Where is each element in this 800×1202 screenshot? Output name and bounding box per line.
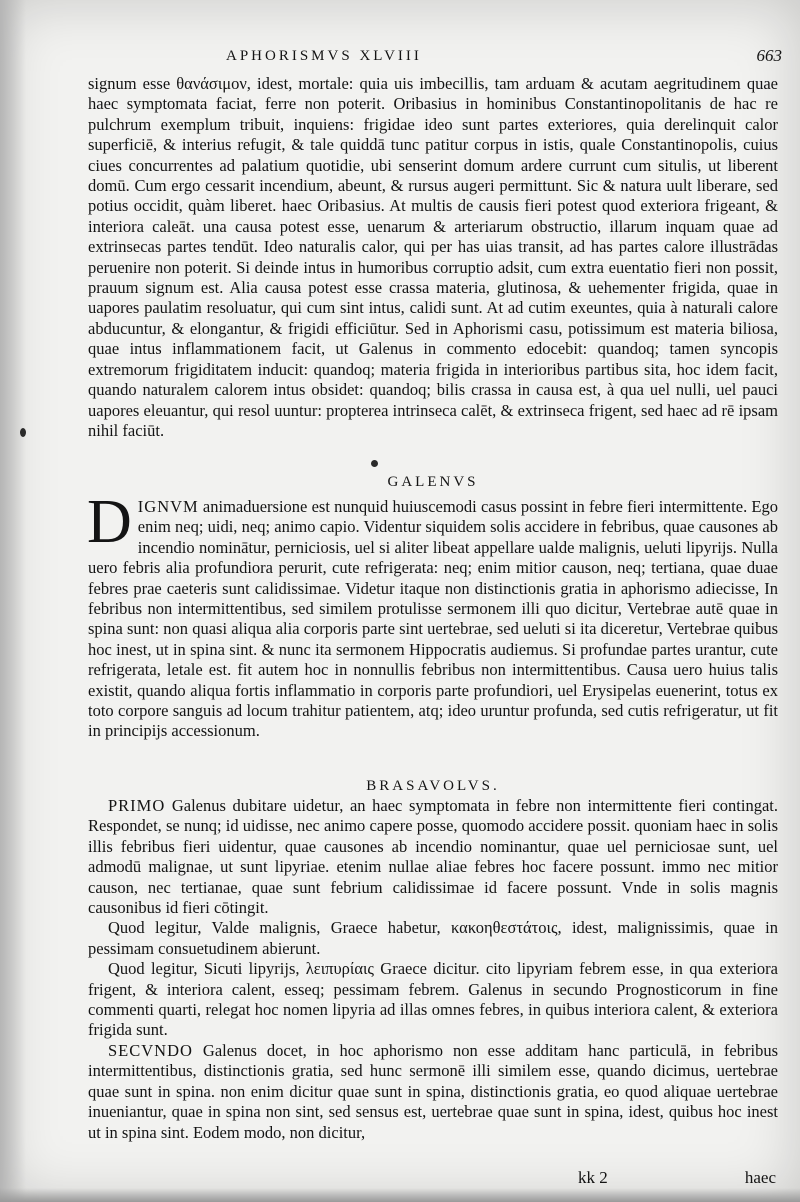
page-header <box>90 46 782 72</box>
brasavolus-paragraph <box>88 918 778 959</box>
section-heading-brasavolus: BRASAVOLVS. <box>366 778 500 794</box>
ink-spot <box>371 460 378 467</box>
ink-spot <box>20 428 26 437</box>
brasavolus-paragraph <box>88 959 778 1041</box>
paragraph-text: Galenus docet, in hoc aphorismo non esse additam hanc particulā, in febribus intermittentibus, distinctionis gratia, sed hunc sermonē illi similem esse, quando dicimus, uertebrae quae sunt in spina. non enim dicitur quae sunt in spina, distinctionis gratia, eo quod aliquae uertebrae inueniantur, quae in spina non sint, sed sensus est, uertebrae quae sunt in spina, idest, quibus hoc inest ut in spina sint. Eodem modo, non dicitur, <box>88 1040 778 1142</box>
lead-word: PRIMO <box>108 796 166 815</box>
paragraph-text: Galenus dubitare uidetur, an haec symptomata in febre non intermittente fieri contingat. Respondet, se nunq; id uidisse, nec animo capere posse, quomodo accidere possit. quoniam haec in solis illis febribus fieri uidentur, quae causones ab incendio nominantur, quae uel perniciosae sunt, uel admodū malignae, ut sunt lipyriae. etenim nullae aliae febres hoc facere possunt. immo nec mitior causon, nec tertianae, quae sunt febrium calidissimae id facere possunt. Vnde in solis magnis causonibus id fieri cōtingit. <box>88 796 778 918</box>
brasavolus-block <box>88 796 778 1143</box>
paragraph-text: animaduersione est nunquid huiuscemodi casus possint in febre fieri intermittente. Ego enim neq; uidi, neq; animo capio. Videntur siquidem solis accidere in febribus, quae causones ab incendio nominātur, perniciosis, uel si aliter libeat appellare ualde malignis, ueluti lipyrijs. Nulla uero febris alia profundiora perurit, cute refrigerata: neq; enim mitior causon, neq; tertiana, quae duae febres prae caeteris sunt calidissimae. Videtur itaque non distinctionis gratia in aphorismo adiecisse, In febribus non intermittentibus, sed similem protulisse sermonem illi quo dicitur, Vertebrae autē quae in spina sunt: non quasi aliqua alia corporis parte sint uertebrae, sed ueluti si ita diceretur, Vertebrae quibus hoc inest, ut in spina sint. & nunc ita sermonem Hippocratis audiemus. Si profundae partes urantur, cute refrigerata, letale est. fit autem hoc in nonnullis febribus non intermittentibus. Causa uero huius talis existit, quando aliqua fortis inflammatio in corporis parte profundiori, uel Erysipelas euenerint, totus ex toto corpore sanguis ad locum trahitur patientem, atq; ideo uruntur profunda, sed cutis refrigeratur, ut fit in principijs accessionum. <box>88 497 778 741</box>
lead-word: SECVNDO <box>108 1040 193 1060</box>
galenus-paragraph <box>87 488 778 742</box>
signature-mark: kk 2 <box>578 1168 608 1187</box>
commentary-paragraph: signum esse θανάσιμον, idest, mortale: quia uis imbecillis, tam arduam & acutam aegritudinem quae haec symptomata faciat, ferre non poterit. Oribasius in hominibus Constantinopolitanis de hac re pulchrum exemplum tribuit, inquiens: frigidae ideo sunt partes exteriores, quia derelinquit calor superficiē, & interius refugit, & tale quiddā tunc patitur corpus in istis, quale Constantinopolis, cuius ciues concurrentes ad palatium quotidie, ubi senserint domum ardere currunt cum situlis, ut liberent domū. Cum ergo cessarit incendium, abeunt, & rursus augeri permittunt. Sic & natura uult liberare, sed potius occidit, quàm liberet. haec Oribasius. At multis de causis fieri potest quod exteriora frigeant, & interiora caleāt. una causa potest esse, uenarum & arteriarum obstructio, illarum inquam quae ad extrinsecas partes tendūt. Ideo naturalis calor, qui per has uias transit, ad has partes calore illustrādas peruenire non poterit. Si deinde intus in humoribus corruptio adsit, cum extra euentatio fieri non possit, prauum signum est. Alia causa potest esse crassa materia, glutinosa, & uehementer frigida, quae in uapores paulatim resoluatur, qui cum sint intus, calidi sunt. At ad cutim exeuntes, quia à naturali calore abducuntur, & elongantur, & frigidi efficiūtur. Sed in Aphorismi casu, potissimum est materia biliosa, quae intus inflammationem facit, ut Galenus in commento edocebit: quandoq; tamen syncopis extremorum frigiditatem inducit: quandoq; materia frigida in interioribus partibus sita, hoc idem facit, quando naturalem calorem intus obsidet: quandoq; bilis crassa in causa est, à qua uel nulli, uel pauci uapores eleuantur, qui resol uuntur: propterea intrinseca calēt, & extrinseca frigent, sed haec ad rē ipsam nihil faciūt. <box>88 74 778 440</box>
commentary-block <box>88 74 778 441</box>
brasavolus-paragraph <box>88 1041 778 1143</box>
paragraph-text: Quod legitur, Sicuti lipyrijs, λειπυρίαις Graece dicitur. cito lipyriam febrem esse, in qua exteriora frigent, & interiora calent, esseq; pessimam febrem. Galenus in secundo Prognosticorum in fine commenti quarti, relegat hoc nomen lipyria ad illas omnes febres, in quibus interiora calent, & exteriora frigida sunt. <box>88 959 778 1040</box>
galenus-block <box>87 488 778 742</box>
page-gutter-shadow <box>0 0 26 1202</box>
section-heading-galenus: GALENVS <box>387 474 479 490</box>
page-number: 663 <box>756 46 782 65</box>
paragraph-text: Quod legitur, Valde malignis, Graece habetur, κακοηθεστάτοις, idest, malignissimis, quae in pessimam consuetudinem abierunt. <box>88 918 778 958</box>
drop-cap: D <box>87 488 132 556</box>
page-footer <box>88 1168 778 1192</box>
running-head: APHORISMVS XLVIII <box>226 48 422 64</box>
lead-word: IGNVM <box>137 497 199 516</box>
brasavolus-paragraph <box>88 796 778 918</box>
catchword: haec <box>744 1168 776 1187</box>
